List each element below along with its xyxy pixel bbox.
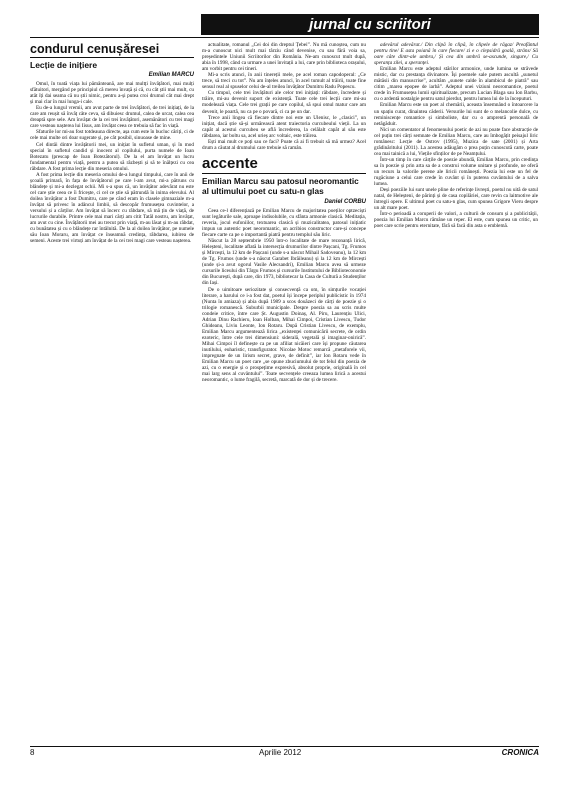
paragraph: A fost prima lecție din meseria omului de-a lungul timpului, care în anii de școală primară, în fața de învățătorul pe care l-am avut, mi-a pătruns cu blândețe și mi-a dezlegat ochii. Mi s-a spus că, un învățător adevărat nu este cel care știe ceea ce îi fricește, ci cel ce știe să pătrundă în inima elevului. Al doilea învățător a fost Dumitru, care pe când eram în clasele gimnaziale m-a învățat să privesc în adâncul limbii, să descopăr frumusețea cuvintelor, a versului și a cărților. Am învățat să încerc cu răbdare, să mă țin de viață, de lucrurile durabile. Printre cele mai mari cărți am citit Tatăl nostru, am învățat, am avut cu cine. Învățătorii mei au trecut prin viață, m-au lăsat și m-au răbdat, cu bunătatea și cu o blândețe rar întâlnită. De la al doilea învățător, pe numele său Ioan Moraru, am învățat ce înseamnă credința, răbdarea, iubirea de semeni. Aceste trei virtuți am învățat de la cei trei magi care vesteau nașterea. — [30, 171, 194, 245]
paragraph: Deși poeziile lui sunt unele pline de referințe livrești, poetul nu uită de satul natal, de Heleșteni, de părinți și de casa copilăriei, care revin ca laitmotive ale întregii opere. E ultimul poet cu satu-n glas, cum spunea Grigore Vieru despre un alt mare poet. — [374, 187, 538, 212]
section-rule — [202, 173, 366, 174]
page-number: 8 — [30, 748, 35, 757]
paragraph: Trece anii lingea că fiecare dintre noi este un Ulenisc, le „clasici”, un inițiat, dacă știe să-și urmărească atent traiectoria curcubeului vieții. La un capăt al acestui curcubeu se află încrederea, la celălalt capăt al său este răbdarea, iar boltu sa, acel urieș arc voltaic, este trăirea. — [202, 114, 366, 139]
paragraph: actualitate, romanul „Cei doi din dreptul Țebei”. Nu mă cunoștea, cum nu m-a cunoscut nici mult mai târziu când devenise, cu sau fără voia sa, președintele Uniunii Scriitorilor din România. Ne-am cunoscut mult după, abia în 1998, când ca urmare a unei învitații a lui, care prin biblioteca orașului, am vorbit pentru cei tineri. — [202, 42, 366, 73]
paragraph: De o uimitoare seriozitate și consecvență ca om, în simțurile vocației literare, a harului ce i-a fost dat, poetul își începe periplul publicistic în 1974 (Nunta în amiaza) și abia după 1989 a scos douăzeci de cărți de poezie și o trilogie romanescă. Suburbii municipale. Despre poezia sa au scris multe condeie critice, între care Șt. Augustin Doinaș, Al. Piru, Laurențiu Ulici, Adrian Dinu Rachieru, Ioan Holban, Mihai Cimpoi, Cristian Livescu, Tudor Ghideanu, Liviu Leonte, Ion Rotaru. După Cristian Livescu, de exemplu, Emilian Marcu argumentează lirica „existenței comunicării secrete, de ordin ezoteric, între cele trei dimensiuni: siderală, vegetală și imaginar-onirică”. Mihai Cimpoi îl definește ca pe un afiliat nicăieri care își propune căutarea inutilului, euharistic, transfigurator. Nicolae Motoc remarcă „metaforele vii, impregnate de un lirism secret, grave, de definit”, iar Ion Rotaru vede în Emilian Marcu un poet care „se opune zbuciumului de tot felul din poezia de azi, cu o energie și o prospețime expresivă, absolut proprie, originală în cel mai larg sens al cuvântului”. Toate secvențele creeaza lumea lirică a acestui neoromantic, o lume fragilă, secretă, marcată de dor și de trecere. — [202, 286, 366, 384]
paragraph: Sfaturile lor mi-au fost totdeauna directe, așa cum este în bucluc căriți, ci de cele mai multe ori doar sugerate și, pe cât posibil, sinuoase de mine. — [30, 129, 194, 142]
top-rule — [30, 37, 539, 38]
paragraph: Cel dintâi dintre învățătorii mei, un inițiat în sufletul uman, și în mod special în sufletul candid și inocent al copilului, purta numele de Ioan Botezatu (prescap de Ioan Botezătorul). De la el am învățat un lucru fundamental pentru viață, pentru a putea să răzbești și să te înălțezi cu cea răbdare. A fost prima lecție din meseria omului. — [30, 141, 194, 172]
magazine-name: CRONICA — [501, 748, 539, 757]
article-title: condurul cenușăresei — [30, 42, 160, 56]
article-subtitle: Lecție de inițiere — [30, 60, 98, 70]
paragraph: Mi-a scris atunci, în anii tinereții mele, pe acel roman capodoperal: „Ce trece, să treci cu tot”. Nu am înțeles atunci, în acel tumult al trăirii, toate fine sensul real al spuselor celui de-al treilea învățător Dumitru Radu Popescu. — [202, 72, 366, 91]
paragraph: Nici un comentator al fenomenului poetic de azi nu poate face abstracție de cel puțin trei cărți semnate de Emilian Marcu, care au îmbogățit peisajul liric românesc: Lecție de Ostrov (1995), Muzica de sate (2001) și Arta grădinăritului (2011). La acestea adăugăm o prea puțin cunoscută carte, poate cea mai tainică a lui, Viețile sfinților de pe Neamțului. — [374, 126, 538, 157]
section-title: accente — [202, 154, 258, 172]
title-rule — [30, 57, 194, 58]
column-1 — [30, 42, 194, 742]
paragraph: Emilian Marcu este un poet al chemării, aceasta însemnând o întoarcere la un spațiu curat, dinaintea căderii. Versurile lui sunt de o melancolie dulce, cu reminiscențe romantice și simboliste, dar cu o amprentă personală de netăgăduit. — [374, 102, 538, 127]
paragraph: Într-o perioadă a coruperii de valori, a culturii de consum și a publicității, poezia lui Emilian Marcu rămâne un reper. El este, cum spunea un critic, un poet care scrie pentru eternitate, fără să facă din asta o emblemă. — [374, 211, 538, 230]
section-banner: jurnal cu scriitori — [201, 14, 539, 35]
footer-rule — [30, 746, 539, 747]
paragraph: Ești mai mult ce poți sau ce faci? Poate că ai fi trebuit să mă urmez? Acel drum a căutat al drumului care trebuie să ramân. — [202, 138, 366, 151]
paragraph: Ceea ce-l diferențiază pe Emilian Marcu de majoritatea poeților optzeciști sunt legăturile sale, aproape indisolubile, cu sfânta armonie clasică. Meditația, reveria, jocul eufoniilor, textuarea clasică și muzicalitatea, patosul inițiatic impun un autentic poet neoromantic, un acribios constructor care-și concepe fiecare carte ca pe o importantă piatră pentru templul său liric. — [202, 207, 366, 239]
issue-date: Aprilie 2012 — [259, 748, 302, 757]
paragraph: Cu timpul, cele trei învățături ale celor trei inițiați: răbdare, încredere și trăire, mi-au devenit suport de existență. Toate cele trei lecții care mi-au modelează viața. Cele trei grații pe care copilul, să spui omul matur care am devenit, le poartă, nu ca pe o povară, ci ca pe un dar. — [202, 90, 366, 115]
paragraph: Omul, în toată viața lui pământeană, are mai multți învățători, mai mulți sfătuitori, mergând pe principiul că mereu învață și că, cu cât știi mai mult, cu atât îți dai seama că nu știi nimic, pentru a-și putea croi drumul cât mai drept și mai clar în mai lunga-i cale. — [30, 81, 194, 106]
article-author: Daniel CORBU — [324, 198, 366, 205]
paragraph: Într-un timp în care cărțile de poezie abundă, Emilian Marcu, prin credința sa în poezie și prin arta sa de a construi volume unitare și profunde, ne oferă un recurs la valorile perene ale liricii românești. Poezia lui este un fel de rugăciune a celui care crede în cuvânt și în puterea cuvântului de a salva lumea. — [374, 156, 538, 188]
article-author: Emilian MARCU — [148, 72, 194, 78]
paragraph: Născut la 28 septembrie 1950 într-o localitate de mare rezonanță lirică, Heleșteni, localitate aflată la intersecția drumurilor dintre Pașcani, Tg. Frumos și Mircești, la 12 km de Pașcani (unde s-a născut Mihail Sadoveanu), la 12 km de Tg. Frumos (unde s-a născut Garabet Ibrăileanu) și la 12 km de Mircești (unde și-a avut ogorul Vasile Alecsandri), Emilian Marcu avea să urmeze cursurile liceului din Târgu Frumos și cursurile Institutului de Biblioteconomie din București, după care, din 1973, bibliotecar la Casa de Cultură a Studenților din Iași. — [202, 238, 366, 287]
column-2 — [202, 42, 366, 742]
paragraph: Emilian Marcu este adeptul stărilor armonice, unde lumina se străvede mistic, dar cu prestanța divinatore. Își poemele sale putem ascultă „sunetul mătăsii din manuscrise”, acultăm „sunete calde în alambicul de piatră” sau citim „marea epopee de iarbă”. Adeptul unei viziuni neoromantice, poetul crede în Frumusețea lumii spiritualizate, precum Lucian Blaga sau Ion Barbu, cu o ardentă nostalgie pentru satul pierdut, pentru lumea lui de la începuturi. — [374, 66, 538, 103]
paragraph: Eu de-a lungul vremii, am avut parte de trei învățători, de trei inițiați, de la care am reușit să învăț câte ceva, să dibuiesc drumul, calea de urcat, calea cea dreaptă spre sele. Am învățat de la cei trei învățători, asemănători cu trei magi care vesteau nașterea lui Iisus, am învățat ceea ce trebuia să fac în viață. — [30, 105, 194, 130]
quoted-verse: adevărul adevărat./ Din clipă în clipă, în clipele de răgaz/ Preafăntul pentru tine/ E asta poiană în care fiecare/ zi e o clepsidră goală, strâns/ Să oare câte dintr-ale umbra,/ Și cea din umbră se-ascunde, singure,/ Cu speranța zilei, a speranței. — [374, 42, 538, 67]
article-title: Emilian Marcu sau patosul neoromantic al ultimului poet cu satu-n glas — [202, 175, 359, 197]
column-3 — [374, 42, 538, 742]
